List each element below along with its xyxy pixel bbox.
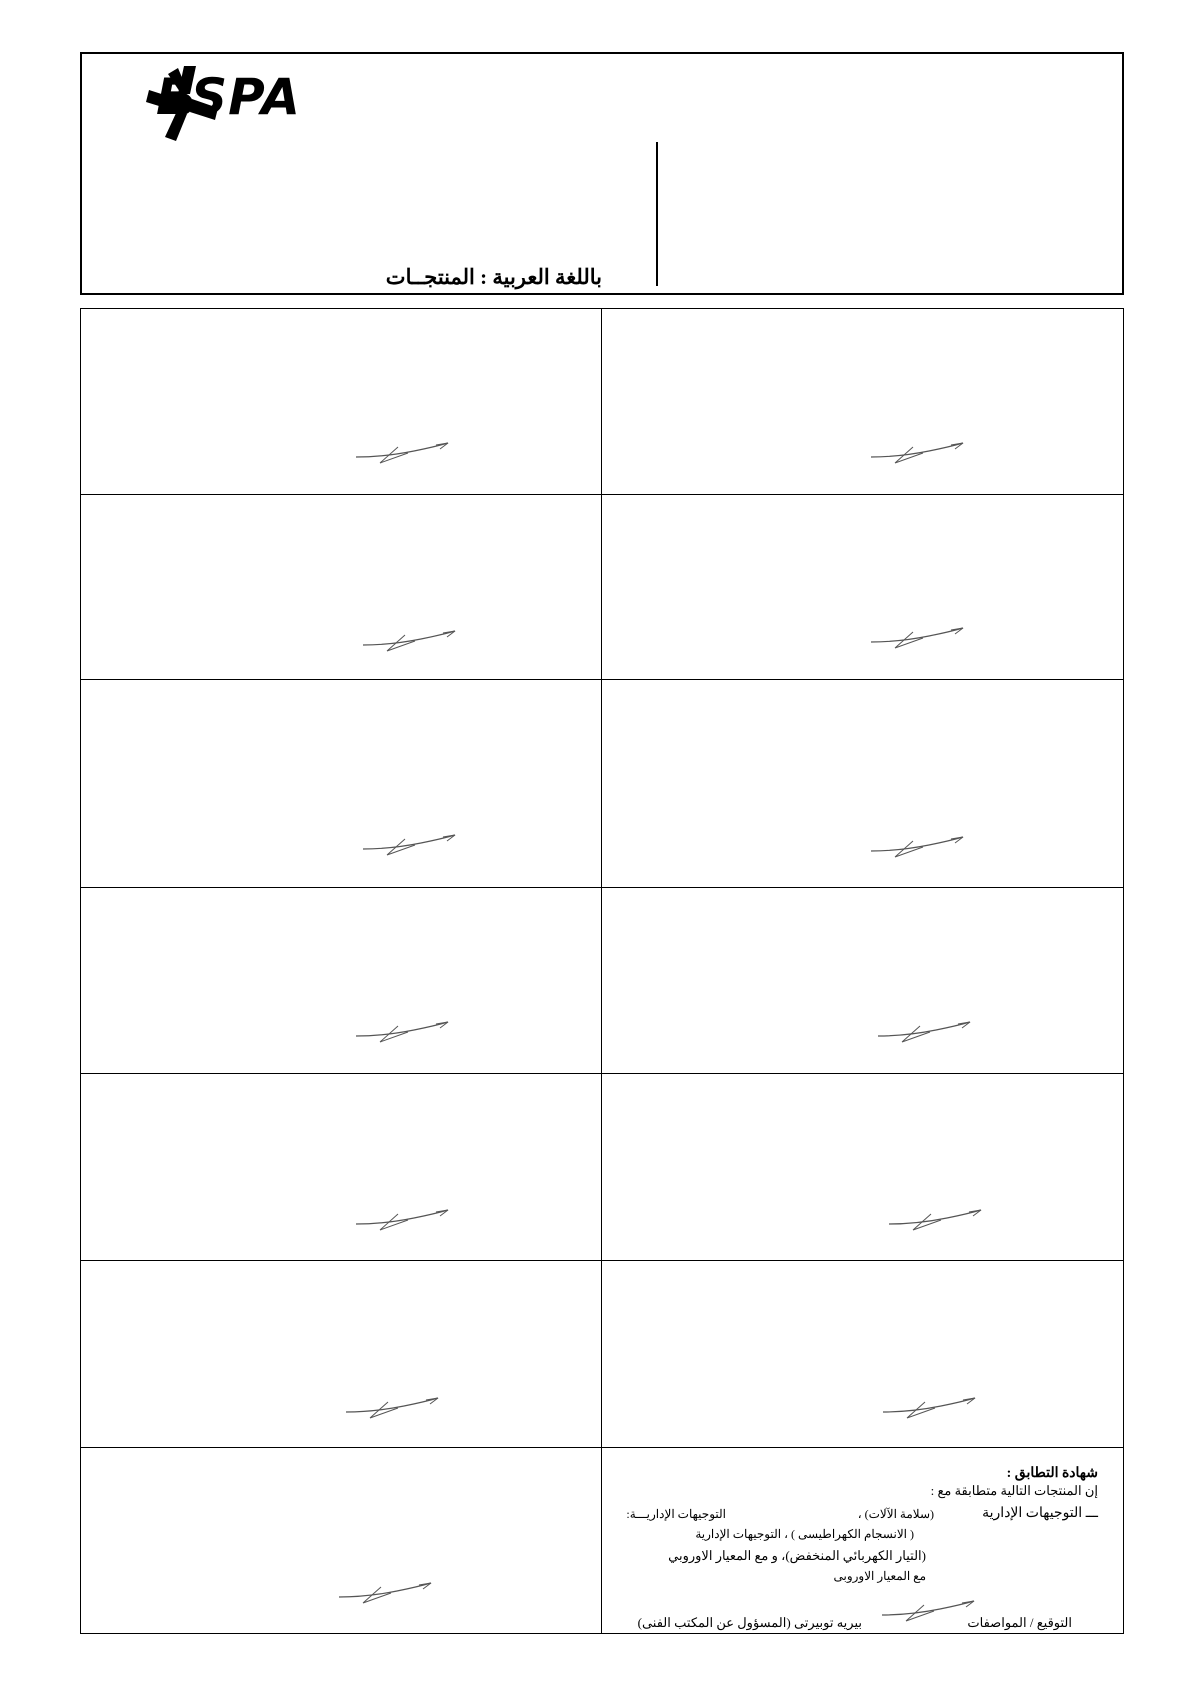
header-divider: [656, 142, 658, 286]
signature-mark: [354, 1018, 450, 1046]
signature-mark: [869, 624, 965, 652]
signatory-name: بيريه توبيرتى (المسؤول عن المكتب الفنى): [637, 1615, 862, 1630]
header-box: [80, 52, 1124, 295]
grid-column-divider: [601, 309, 602, 1633]
espa-wordmark: ESPA: [156, 68, 301, 126]
signature-mark: [887, 1206, 983, 1234]
signature-mark: [869, 833, 965, 861]
signature-mark: [337, 1579, 433, 1607]
grid-row-divider: [81, 1073, 1123, 1074]
certificate-intro: إن المنتجات التالية متطابقة مع :: [930, 1483, 1098, 1498]
signature-mark: [876, 1018, 972, 1046]
signature-grid: [80, 308, 1124, 1634]
certificate-emc-line: ( الانسجام الكهراطيسى ) ، التوجيهات الإدارية: [695, 1527, 914, 1541]
signature-label: التوقيع / المواصفات: [967, 1615, 1072, 1630]
signature-mark: [881, 1394, 977, 1422]
certificate-title: شهادة التطابق :: [1006, 1466, 1098, 1481]
signature-mark: [361, 627, 457, 655]
certificate-directive-line: ـــ التوجيهات الإدارية: [982, 1506, 1098, 1521]
grid-row-divider: [81, 887, 1123, 888]
page-title: باللغة العربية : المنتجــات: [385, 265, 602, 289]
signature-mark: [354, 439, 450, 467]
certificate-signature: [880, 1597, 976, 1625]
compliance-certificate: [602, 1449, 1124, 1634]
signature-mark: [354, 1206, 450, 1234]
grid-row-divider: [81, 1260, 1123, 1261]
signature-mark: [869, 439, 965, 467]
certificate-machinery-safety: (سلامة الآلات) ،: [857, 1507, 934, 1521]
grid-row-divider: [81, 494, 1123, 495]
certificate-standard-line: مع المعيار الاوروبى: [833, 1569, 926, 1583]
certificate-low-voltage-line: (التيار الكهربائي المنخفض)، و مع المعيار الاوروبي: [668, 1548, 926, 1563]
signature-mark: [344, 1394, 440, 1422]
grid-row-divider: [81, 1447, 1123, 1448]
certificate-directives: التوجيهات الإداريـــة:: [626, 1507, 726, 1521]
signature-mark: [361, 831, 457, 859]
grid-row-divider: [81, 679, 1123, 680]
